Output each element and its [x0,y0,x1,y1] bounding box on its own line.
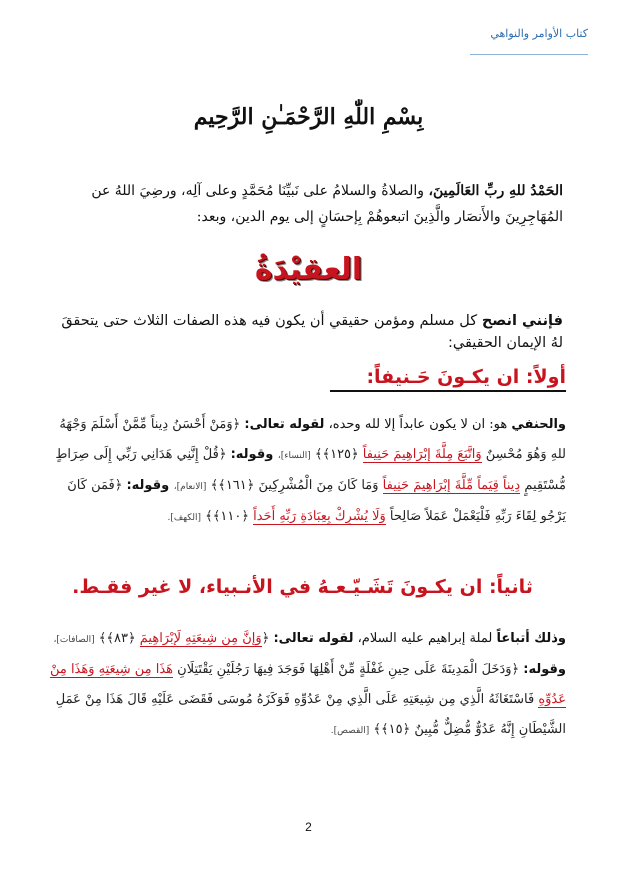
p1-ref-1: [النساء]، [277,451,311,461]
p1-bold-1: والحنفي [511,417,566,432]
p2-red-1: وَإِنَّ مِن شِيعَتِهِ لَإِبْرَاهِيمَ [139,631,262,646]
section-title: العقيْدَةُ [254,252,363,287]
p1-bold-4: وقوله: [126,478,174,493]
hanif-paragraph [44,410,566,533]
intro-bold: الحَمْدُ للهِ ربِّ العَالَمِينَ، [428,183,563,199]
p1-quote-2-end: وَمَا كَانَ مِنَ الْمُشْرِكِينَ ﴿١٦١﴾﴾ [206,478,383,493]
running-header [470,24,588,55]
advice-bold: فإنني انصح [481,313,563,329]
p2-quote-2: ﴿وَدَخَلَ الْمَدِينَةَ عَلَى حِينِ غَفْلَةٍ مِّنْ أَهْلِهَا فَوَجَدَ فِيهَا رَجُلَيْنِ يَقْتَتِلَانِ [173,662,524,677]
p1-quote-2: ﴿قُلْ إِنَّنِي هَدَانِي رَبِّي إِلَى صِرَاطٍ مُّسْتَقِيمٍ [55,447,566,493]
p2-bold-3: وقوله: [523,662,566,677]
shia-paragraph [44,624,566,746]
p1-red-1: وَاتَّبَعَ مِلَّةَ إِبْرَاهِيمَ حَنِيفاً [362,447,482,462]
advice-text: كل مسلم ومؤمن حقيقي أن يكون فيه هذه الصفات الثلاث حتى يتحققَ لهُ الإيمان الحقيقي: [61,313,563,351]
p2-ref-1: [الصافات]، [53,635,95,645]
p1-ref-2: [الانعام]، [173,482,207,492]
p2-bold-2: لقوله تعالى: [273,631,354,646]
p2-ref-2: [القصص]. [330,726,370,736]
p1-red-3: وَلَا يُشْرِكْ بِعِبَادَةِ رَبِّهِ أَحَداً [253,509,386,524]
book-title: كتاب الأوامر والنواهي [490,27,588,40]
basmala: بِسْمِ اللّٰهِ الرَّحْمَـٰنِ الرَّحِيم [193,104,424,130]
p1-quote-3: ﴿فَمَن كَانَ يَرْجُو لِقَاءَ رَبِّهِ فَلْيَعْمَلْ عَمَلاً صَالِحاً [67,478,566,524]
p2-quote-1-end: ﴿٨٣﴾﴾ [94,631,140,646]
p1-quote-3-end: ﴿١١٠﴾﴾ [201,509,254,524]
p1-quote-1-end: ﴿١٢٥﴾﴾ [310,447,363,462]
intro-paragraph [58,178,563,230]
p1-quote-1: ﴿وَمَنْ أَحْسَنُ دِيناً مِّمَّنْ أَسْلَمَ وَجْهَهُ للهِ وَهُوَ مُحْسِنٌ [59,417,566,462]
p2-bold-1: وذلك أتباعاً [496,631,566,646]
advice-paragraph [50,310,563,354]
p2-red-2: هَذَا مِن شِيعَتِهِ وَهَذَا مِنْ عَدُوِّهِ [49,662,566,707]
p2-quote-2-end: فَاسْتَغَاثَهُ الَّذِي مِن شِيعَتِهِ عَلَى الَّذِي مِنْ عَدُوِّهِ فَوَكَزَهُ مُوسَى فَقَضَى عَلَيْهِ قَالَ هَذَا مِنْ عَمَلِ الشَّيْطَانِ إِنَّهُ عَدُوٌّ مُّضِلٌّ مُّبِينٌ ﴿١٥﴾﴾ [55,692,566,737]
p1-text-1: هو: ان لا يكون عابداً إلا لله وحده، [324,417,512,432]
p2-text-1: لملة إبراهيم عليه السلام، [353,631,497,646]
p1-ref-3: [الكهف]. [167,513,202,523]
p1-red-2: دِيناً قِيَماً مِّلَّةَ إِبْرَاهِيمَ حَنِيفاً [382,478,521,493]
p1-bold-3: وقوله: [230,447,278,462]
intro-text: والصلاةُ والسلامُ على نَبيِّنَا مُحَمَّدٍ وعلى آلِه، ورضِيَ اللهُ عن المُهَاجِرِينَ والأَنصَار والَّذِينَ اتبعوهُمْ بِإحسَانٍ إلى يوم الدين، وبعد: [91,183,563,225]
page-number: 2 [305,820,312,834]
p1-bold-2: لقوله تعالى: [244,417,325,432]
heading-second: ثانياً: ان يكـونَ تَشَـيّـعـهُ في الأنـبياء، لا غير فقـط. [72,576,533,598]
p2-quote-1: ﴿ [261,631,274,646]
heading-first: أولاً: ان يكـونَ حَـنيفاً: [330,366,566,392]
